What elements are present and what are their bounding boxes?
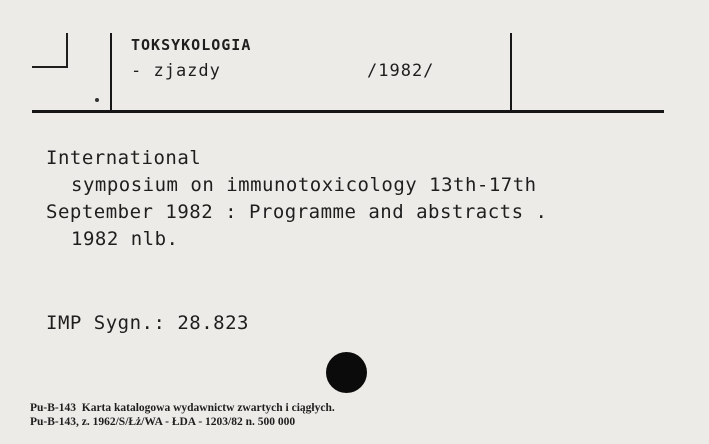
- left-vertical-rule: [110, 33, 112, 111]
- year-heading: /1982/: [367, 61, 435, 81]
- small-dot: [95, 98, 99, 102]
- title-line-4: 1982 nlb.: [71, 228, 179, 250]
- subject-subheading: - zjazdy: [131, 61, 221, 81]
- printer-imprint-line-2: Pu-B-143, z. 1962/S/Łż/WA - ŁDA - 1203/82 n. 500 000: [30, 416, 296, 428]
- punch-hole: [326, 352, 367, 393]
- right-vertical-rule: [510, 33, 512, 111]
- header-rule: [32, 110, 664, 113]
- printer-imprint-line-1: Pu-B-143 Karta katalogowa wydawnictw zwartych i ciągłych.: [30, 402, 335, 414]
- title-line-3: September 1982 : Programme and abstracts .: [46, 201, 548, 223]
- title-line-2: symposium on immunotoxicology 13th-17th: [71, 174, 537, 196]
- subject-heading: TOKSYKOLOGIA: [131, 36, 252, 54]
- call-number: IMP Sygn.: 28.823: [46, 312, 249, 334]
- title-line-1: International: [46, 147, 202, 169]
- corner-mark: [32, 33, 68, 68]
